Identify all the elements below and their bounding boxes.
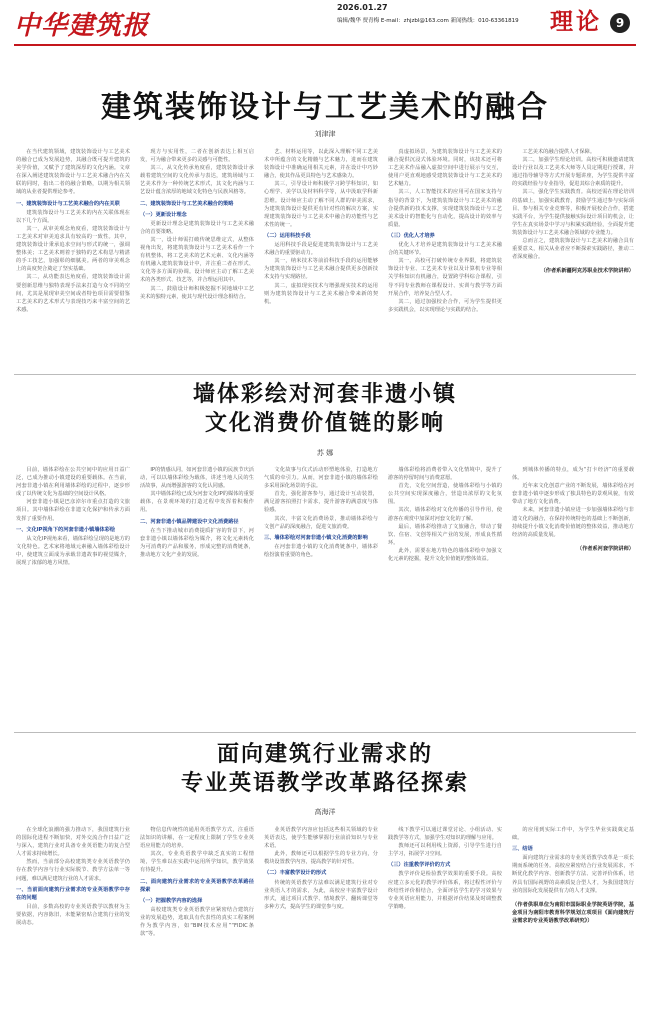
paragraph: 其三，人工智能技术的应用可在国家支持与指导的背景下，为建筑装饰设计与工艺美术的融合提供新的技术支撑，实现建筑装饰设计与工艺美术设计的智能化与自动化，提高设计的效率与质量。 [388,189,502,228]
paragraph: 其三，引导设计师积极学习跨学科知识，如心理学、美学以及材料科学等，从中汲取学科新思维。设计师应主动了解不同人群的审美需求，为建筑装饰设计提供更有针对性的解决方案，实现建筑装饰设计与工艺美术中融合的功能性与艺术性的统一。 [264,181,378,228]
article3-title [0,740,650,798]
section-heading: 三、墙体彩绘对河套非遗小镇文化消费的影响 [264,534,368,541]
paragraph: 建筑装饰设计与工艺美术的内在关联体现在以下几个方面。 [16,209,130,224]
paragraph: 其次，专业英语教学中缺乏真实的工程情境，学生难以在实践中运用所学知识，教学效果有待提升。 [140,851,254,874]
paragraph: 首先，文化空间营造，使墙体彩绘与小镇的公共空间实现深度融合，营造出浓厚的文化氛围。 [388,483,502,506]
section-heading: 二、面向建筑行业需求的专业英语教学改革路径探索 [140,878,254,893]
paragraph: 其中墙体彩绘已成为河套文化IP的媒体的重要载体，在景观环境的打造过程中发挥着积极作用。 [140,491,254,514]
article1-title: 建筑装饰设计与工艺美术的融合 [101,90,549,125]
paragraph: 其次，墙体彩绘对文化传播的引导作用，使游客在观赏中加深对河套文化的了解。 [388,507,502,522]
article1-author: 刘津津 [314,130,336,138]
article2-column-5 [512,466,634,728]
paragraph: 在当代建筑领域，建筑装饰设计与工艺美术的融合已成为发展趋势，其融合既可提升建筑的美学价值，又赋予了建筑深厚的文化内涵。文章在深入阐述建筑装饰设计与工艺美术融合内在关联的同时，指出二者的融合策略，以期为相关领域的从业者提供理论参考。 [16,149,130,196]
article3-title-line-2: 专业英语教学改革路径探索 [180,771,469,796]
paragraph: 首先，强化游客参与，通过设计互动装置，满足游客拍照打卡需求，提升游客的满意度与体验感。 [264,491,378,514]
page-number-badge: 9 [610,13,630,33]
newspaper-masthead: 中华建筑报 [14,11,150,41]
article3-column-2 [140,826,254,1016]
section-heading: （一）把握教学内容的选择 [140,897,203,904]
paragraph: 此外，需要在地方特色的墙体彩绘中加强文化元素的挖掘，提升文化价值链的整体效益。 [388,547,502,563]
article3-column-1 [16,826,130,1016]
paragraph: 在全球化浪潮的强力推动下，我国建筑行业的国际化进程不断加快，对外交流合作日益广泛与深入，建筑行业对具备专业英语能力的复合型人才需求持续增长。 [16,827,130,858]
paragraph: 目前，多数高校的专业英语教学以教材为主要依据，内容陈旧，未能紧密贴合建筑行业的发展动态。 [16,903,130,927]
paragraph: 其一，从审美观念角度看，建筑装饰设计与工艺美术对审美追求具有较高的一致性。其中，建筑装饰设计秉承追求空间与形式的统一，强调整体美；工艺美术则着于独特的艺术构思与精湛的手工技艺，加强彰的细腻美。两者的审美观念上的高度契合奠定了坚实基础。 [16,225,130,273]
article1-column-4 [388,148,502,370]
page-header [0,0,650,50]
paragraph: 教学评价是检验教学效果的重要手段。高校应建立多元化的教学评价体系，将过程性评价与终结性评价相结合，全面评估学生的学习效果与专业英语应用能力，并根据评价结果及时调整教学策略。 [388,871,502,910]
section-heading: 一、建筑装饰设计与工艺美术融合的内在关联 [16,200,120,207]
paragraph: 的应用到实际工作中，为学生毕业实践奠定基础。 [512,827,634,842]
article-divider-1 [14,374,636,375]
paragraph: 其二，从功能表达角度看，建筑装饰设计需要创新思维与独特表现手法来打造与众不同的空间，尤其是展现审美空间或者特色项目需要借鉴工艺美术的艺术形式与表现技巧来丰富空间的艺术感。 [16,274,130,313]
paragraph: 在当下推动城市消费提质扩容的背景下，河套非遗小镇以墙体彩绘为媒介，将文化元素转化为可消费的产品和服务，形成完整的消费链条，推动地方文化产业的发展。 [140,527,254,558]
paragraph: 此外，教师还可以根据学生的专业方向，分模块设置教学内容，提高教学的针对性。 [264,851,378,866]
paragraph: 其次，丰富文化消费场景，推动墙体彩绘与文创产品的深度融合，促进文旅消费。 [264,515,378,530]
paragraph: 真虚拟场景，为建筑装饰设计与工艺美术的融合提供沉浸式体验环境。同时，该技术还可将工艺美术作品融入虚拟空间中进行展示与交互，使用户更直观地感受建筑装饰设计与工艺美术的艺术魅力。 [388,149,502,188]
section-heading: （三）优化人才培养 [388,232,435,239]
paragraph: IP的情感认同，如河套非遗小镇的民族节庆活动，可以以墙体彩绘为载体，讲述当地人民的生活故事，从而增强游客的文化认同感。 [140,467,254,490]
paragraph: 其二，通过加强校企合作，可为学生提供更多实践机会，以实现理论与实践的结合。 [388,298,502,313]
paragraph: 其二，加强学生理论培训。高校可积极邀请建筑设计行业以及工艺美术大师等人员定期进行授课，并通过指导辅导等方式开展专题讲座，为学生提供丰富的实践经验与专业指导，促进其综合素质的提升。 [512,157,634,188]
paragraph: 物信息传统性的通用英语教学方式，注重语法知识的讲解，在一定程度上限制了学生专业英语应用能力的培养。 [140,827,254,850]
article1-column-3 [264,148,378,370]
paragraph: 未来，河套非遗小镇应进一步加强墙体彩绘与非遗文化的融合，在保持传统特色的基础上不断创新，持续提升小镇文化消费价值链的整体效益，推动地方经济的高质量发展。 [512,507,634,538]
edition-info [337,3,537,24]
article3-title-line-1: 面向建筑行业需求的 [216,742,433,767]
article1-column-5 [512,148,634,370]
paragraph: 运用科技手段是促进建筑装饰设计与工艺美术融合的重要驱动力。 [264,242,378,257]
issue-date: 2026.01.27 [337,3,388,12]
section-heading: 一、文化IP视角下的河套非遗小镇墙体彩绘 [16,526,116,533]
article-divider-2 [14,732,636,733]
article3-author: 高海洋 [314,808,336,816]
article1-column-1 [16,148,130,370]
section-heading: 二、河套非遗小镇品牌建设中文化消费路径 [140,518,239,525]
paragraph: 优化人才培养是建筑装饰设计与工艺美术融合的关键环节。 [388,242,502,257]
section-heading: 三、结语 [512,846,533,853]
author-note: （作者系新疆阿克苏职业技术学院讲师） [540,268,634,275]
paragraph: 现方与实用性，二者在创新表达上相互启发，可为融合带来更多的灵感与可能性。 [140,149,254,164]
paragraph: 墙体彩绘将消费者带入文化情境中，提升了游客的停留时间与消费意愿。 [388,467,502,482]
paragraph: 传统的英语教学方法难以满足建筑行业对专业英语人才的需求，为此，高校应丰富教学设计形式，通过项目式教学、情境教学、翻转课堂等多种方式，提高学生的课堂参与度。 [264,879,378,910]
article3-column-5 [512,826,634,1016]
paragraph: 其二，鼓励设计师积极挖掘不同地域中工艺美术的独特元素，使其与现代设计理念相结合。 [140,285,254,300]
article2-author: 苏 娜 [316,449,334,457]
paragraph: 最后，墙体彩绘推动了文旅融合，带动了餐饮、住宿、文创等相关产业的发展，形成良性循环。 [388,523,502,546]
paragraph: 业英语教学内容应包括这些相关领域的专业英语表达，使学生能够掌握行业前沿知识与专业术语。 [264,827,378,850]
paragraph: 其三，强化学生实践教育。高校还需在理论培训的基础上，加强实践教育，鼓励学生通过参与实际项目、参与相关专业竞赛等，积极开展校企合作，搭建实践平台，为学生提供接触实际设计项目的机会，让学生在真实场景中学习与积累实践经验，全面提升建筑装饰设计与工艺美术融合领域的专业能力。 [512,189,634,236]
article3-column-3 [264,826,378,1016]
paragraph: 其三，从文化传承角度看，建筑装饰设计承载着建筑空间的文化传承与表达，建筑场域与工艺美术作为一种传统艺术形式，其文化内涵与工艺设计蕴含浓厚的地域文化特色与民族风格等。 [140,165,254,196]
editor-contacts: 编辑/魏华 贾青梅 E-mail：zhjzbl@163.com 新闻热线：010-63361819 [337,18,519,24]
article1-column-2 [140,148,254,370]
article2-title-line-2: 文化消费价值链的影响 [204,411,445,436]
article2-column-4 [388,466,502,728]
paragraph: 近年来文化创意产业的不断发展，墙体彩绘在河套非遗小镇中逐步形成了独具特色的景观风貌，有效带动了地方文化消费。 [512,483,634,506]
article3-column-4 [388,826,502,1016]
paragraph: 高校建筑类专业英语教学应紧密结合建筑行业的发展趋势，选取具有代表性的真实工程案例作为教学内容，如“BIM技术应用”“FIDIC条款”等。 [140,906,254,938]
paragraph: 河套非遗小镇是巴彦淖尔市重点打造的文旅项目。其中墙体彩绘在非遗文化保护和传承方面发挥了重要作用。 [16,499,130,522]
paragraph: 面向建筑行业需求的专业英语教学改革是一项长期而系统的任务。高校应紧密结合行业发展需求，不断优化教学内容、创新教学方法、完善评价体系，培养具有国际视野的高素质复合型人才，为我国建筑行业的国际化发展提供有力的人才支撑。 [512,855,634,894]
article2-title-line-1: 墙体彩绘对河套非遗小镇 [192,382,457,407]
header-rule [14,44,636,46]
funding-note: （作者供职单位为南阳市国际职业学院英语学院，基金项目为南阳市教育科学规划立项项目《面向建筑行业需求的专业英语教学改革研究》） [512,901,634,924]
section-heading: 二、建筑装饰设计与工艺美术融合的策略 [140,200,234,207]
paragraph: 更新设计理念是建筑装饰设计与工艺美术融合的首要策略。 [140,220,254,235]
paragraph: 从文化IP视角来看，墙体彩绘呈现的是地方的文化特色。艺术家将地域元素融入墙体彩绘设计中，使建筑立面成为承载非遗故事的视觉媒介，展现了浓郁的地方风情。 [16,535,130,567]
paragraph: 工艺美术的融合提供人才保障。 [522,149,596,155]
section-heading: （二）丰富教学设计的形式 [264,870,327,877]
section-heading: （三）注重教学评价的方式 [388,862,451,869]
article2-column-3 [264,466,378,728]
paragraph: 其一，高校可打破传统专业界限，将建筑装饰设计专业、工艺美术专业以及计算机专业等相关学科知识有机融合，设置跨学科综合课程，引导不同专业教师在课程设计、实训与教学等方面开展合作，培养复合型人才。 [388,258,502,297]
article2-column-1 [16,466,130,728]
paragraph: 其一，设计师需打破传统思维定式，从整体视角出发，将建筑装饰设计与工艺美术看作一个有机整体，将工艺美术的艺术元素、文化内涵等有机融入建筑装饰设计中，并注重二者在形式、文化等多方面的协调。设计师应主动了解工艺美术的各类形式、技艺等，并合理运用其中。 [140,236,254,284]
section-heading: （二）运用科技手段 [264,232,311,239]
paragraph: 线下教学可以通过课堂讨论、小组活动、实践教学等方式，加强学生对知识的理解与应用。 [388,827,502,842]
article2-column-2 [140,466,254,728]
paragraph: 其二，虚拟现实技术与增强现实技术的运用则为建筑装饰设计与工艺美术融合带来新的契机。 [264,282,378,305]
section-heading: 一、当前面向建筑行业需求的专业英语教学中存在的问题 [16,886,130,901]
author-note: （作者系河套学院讲师） [576,545,634,552]
article2-title [0,380,650,438]
paragraph: 在河套非遗小镇的文化消费链条中，墙体彩绘扮演着重要的角色。 [264,543,378,558]
paragraph: 总而言之，建筑装饰设计与工艺美术的融合具有重要意义，相关从业者应不断探索实践路径，推动二者深度融合。 [512,238,634,261]
section-title: 理论 [550,8,602,35]
paragraph: 其一，纳米技术等前沿科技手段的运用能够为建筑装饰设计与工艺美术融合提供更多创新技术支持与实现路径。 [264,258,378,281]
paragraph: 然而，当前部分高校建筑类专业英语教学仍存在教学内容与行业实际脱节、教学方法单一等问题，难以满足建筑行业的人才需求。 [16,859,130,882]
paragraph: 到城体传播的特点，成为“打卡经济”的重要载体。 [512,467,634,482]
paragraph: 文化故事与仪式活动形塑地体验，打造地方气质的牵引力。从而，河套非遗小镇的墙体彩绘多采用深化场景的手法。 [264,467,378,490]
section-heading: （一）更新设计理念 [140,211,187,218]
paragraph: 目前，墙体彩绘在公共空间中的应用日益广泛，已成为推动小镇建设的重要载体。在当前，河套非遗小镇在利用墙体彩绘的过程中，逐步形成了以传统文化为基础的空间设计风格。 [16,467,130,498]
paragraph: 教师还可以利用线上资源，引导学生进行自主学习，拓展学习空间。 [388,843,502,858]
paragraph: 艺、材料运用等，以此深入理解不同工艺美术中所蕴含的文化精髓与艺术魅力，进而在建筑装饰设计中准确运用相关元素，并在设计中巧妙融合，使其作品更具特色与艺术感染力。 [264,149,378,180]
